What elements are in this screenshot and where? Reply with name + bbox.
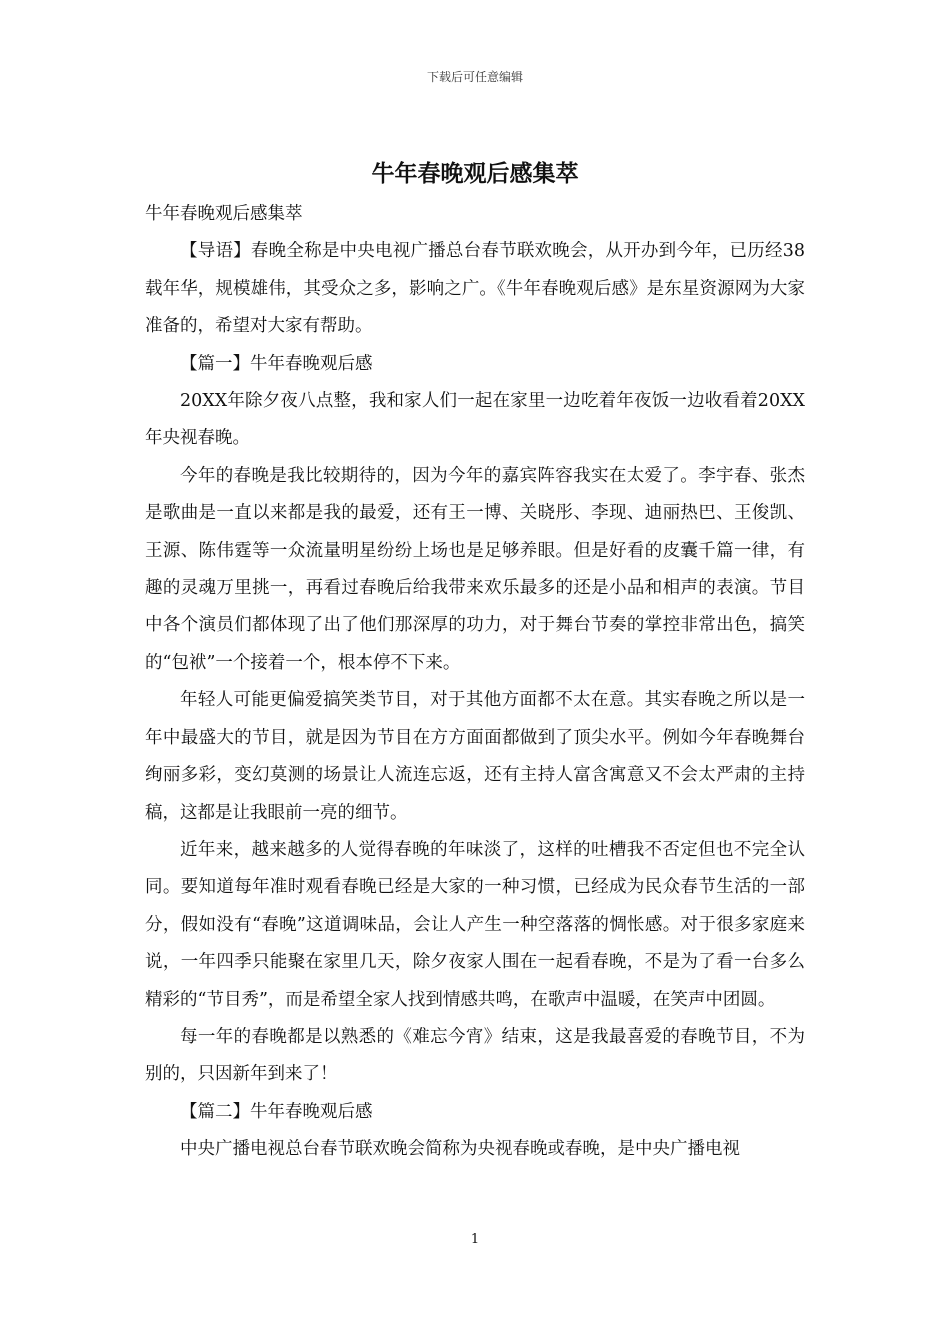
body-paragraph: 近年来，越来越多的人觉得春晚的年味淡了，这样的吐槽我不否定但也不完全认同。要知道每年准时观看春晚已经是大家的一种习惯，已经成为民众春节生活的一部分，假如没有“春晚”这道调味品，会让人产生一种空落落的惆怅感。对于很多家庭来说，一年四季只能聚在家里几天，除夕夜家人围在一起看春晚，不是为了看一台多么精彩的“节目秀”，而是希望全家人找到情感共鸣，在歌声中温暖，在笑声中团圆。	[145, 839, 805, 1010]
body-paragraph: 今年的春晚是我比较期待的，因为今年的嘉宾阵容我实在太爱了。李宇春、张杰是歌曲是一直以来都是我的最爱，还有王一博、关晓彤、李现、迪丽热巴、王俊凯、王源、陈伟霆等一众流量明星纷纷上场也是足够养眼。但是好看的皮囊千篇一律，有趣的灵魂万里挑一，再看过春晚后给我带来欢乐最多的还是小品和相声的表演。节目中各个演员们都体现了出了他们那深厚的功力，对于舞台节奏的掌控非常出色，搞笑的“包袱”一个接着一个，根本停不下来。	[145, 465, 805, 673]
document-body	[145, 196, 805, 1169]
subtitle-paragraph: 牛年春晚观后感集萃	[145, 204, 303, 224]
body-paragraph: 中央广播电视总台春节联欢晚会简称为央视春晚或春晚，是中央广播电视	[180, 1139, 740, 1160]
body-paragraph: 年轻人可能更偏爱搞笑类节目，对于其他方面都不太在意。其实春晚之所以是一年中最盛大的节目，就是因为节目在方方面面都做到了顶尖水平。例如今年春晚舞台绚丽多彩，变幻莫测的场景让人流连忘返，还有主持人富含寓意又不会太严肃的主持稿，这都是让我眼前一亮的细节。	[145, 690, 805, 823]
section-heading-1: 【篇一】牛年春晚观后感	[180, 353, 373, 374]
page-number: 1	[470, 1232, 480, 1247]
document-title: 牛年春晚观后感集萃	[371, 160, 579, 187]
intro-paragraph: 【导语】春晚全称是中央电视广播总台春节联欢晚会，从开办到今年，已历经38载年华，规模雄伟，其受众之多，影响之广。《牛年春晚观后感》是东星资源网为大家准备的，希望对大家有帮助。	[145, 241, 805, 337]
section-heading-2: 【篇二】牛年春晚观后感	[180, 1101, 373, 1122]
body-paragraph: 每一年的春晚都是以熟悉的《难忘今宵》结束，这是我最喜爱的春晚节目，不为别的，只因新年到来了！	[145, 1026, 805, 1085]
body-paragraph: 20XX年除夕夜八点整，我和家人们一起在家里一边吃着年夜饭一边收看着20XX年央视春晚。	[145, 391, 805, 449]
page-header-note: 下载后可任意编辑	[426, 70, 523, 84]
